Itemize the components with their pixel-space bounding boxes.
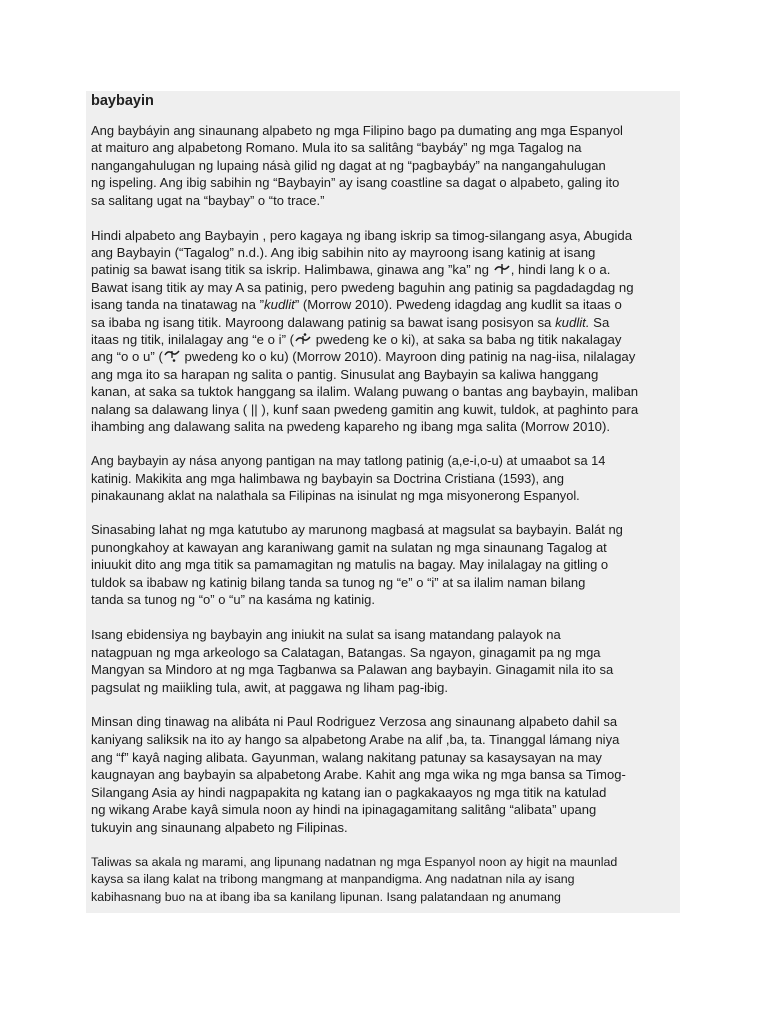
text-line: Hindi alpabeto ang Baybayin , pero kagaya ng ibang iskrip sa timog-silangang asya, Abugida	[91, 227, 633, 243]
text-line: kabihasnang buo na at ibang iba sa kanilang lipunan. Isang palatandaan ng anumang	[91, 889, 561, 904]
paragraph-7	[91, 854, 685, 907]
text-line: ng wikang Arabe kayâ simula noon ay hindi na ipinagagamitang salitâng “alibata” upang	[91, 802, 597, 818]
text-segment: ang “o o u” (	[91, 349, 163, 365]
text-line: ang Baybayin (“Tagalog” n.d.). Ang ibig sabihin nito ay mayroong isang katinig at isang	[91, 244, 596, 260]
text-line: pinakaunang aklat na nalathala sa Filipinas na isinulat ng mga misyonerong Espanyol.	[91, 487, 580, 503]
paragraph-6	[91, 713, 685, 836]
text-segment-italic: kudlit	[264, 297, 295, 313]
paragraph-1	[91, 122, 685, 210]
paragraph-4	[91, 521, 685, 609]
text-segment: patinig sa bawat isang titik sa iskrip. Halimbawa, ginawa ang ”ka” ng	[91, 262, 490, 278]
baybayin-ka-icon	[493, 263, 511, 275]
text-line: at maituro ang alpabetong Romano. Mula ito sa salitâng “baybáy” ng mga Tagalog na	[91, 140, 582, 156]
text-line	[91, 348, 685, 365]
text-line	[91, 331, 685, 348]
text-line: nalang sa dalawang linya ( || ), kunf saan pwedeng gamitin ang kuwit, tuldok, at paghinto para	[91, 401, 639, 417]
text-line: kaugnayan ang baybayin sa alpabetong Arabe. Kahit ang mga wika ng mga bansa sa Timog-	[91, 767, 626, 783]
paragraph-5	[91, 626, 685, 696]
baybayin-ko-ku-icon	[163, 350, 181, 362]
text-line: Bawat isang titik ay may A sa patinig, pero pwedeng baguhin ang patinig sa pagdadagdag ng	[91, 279, 634, 295]
document-content	[91, 93, 685, 923]
text-line: sa salitang ugat na “baybay” o “to trace.”	[91, 192, 325, 208]
text-line: kaniyang saliksik na ito ay hango sa alpabetong Arabe na alif ,ba, ta. Tinanggal lámang niya	[91, 731, 620, 747]
text-line: punongkahoy at kawayan ang karaniwang gamit na sulatan ng mga sinaunang Tagalog at	[91, 539, 607, 555]
text-segment: isang tanda na tinatawag na ”	[91, 297, 265, 313]
text-segment: sa ibaba ng isang titik. Mayroong dalawang patinig sa bawat isang posisyon sa	[91, 314, 556, 330]
text-line	[91, 261, 685, 278]
text-line: ang mga ito sa harapan ng salita o pantig. Sinusulat ang Baybayin sa kaliwa hanggang	[91, 366, 599, 382]
paragraph-2	[91, 227, 685, 436]
text-line: Silangang Asia ay hindi nagpapakita ng katang ian o pagkakaayos ng mga titik na katulad	[91, 784, 607, 800]
text-line: tanda sa tunog ng “o” o “u” na kasáma ng katinig.	[91, 592, 376, 608]
text-line: kanan, at saka sa tuktok hanggang sa ilalim. Walang puwang o bantas ang baybayin, maliban	[91, 384, 639, 400]
text-segment: itaas ng titik, inilalagay ang “e o i” (	[91, 332, 295, 347]
text-line: kaysa sa ilang kalat na tribong mangmang at manpandigma. Ang nadatnan nila ay isang	[91, 872, 575, 887]
text-line: tukuyin ang sinaunang alpabeto ng Filipinas.	[91, 819, 348, 835]
text-segment: Sa	[589, 314, 610, 330]
text-line: pagsulat ng maiikling tula, awit, at paggawa ng liham pag-ibig.	[91, 679, 448, 695]
text-line: nangangahulugan ng lupaing násà gilid ng dagat at ng “pagbaybáy” na nangangahulugan	[91, 157, 606, 173]
text-segment-italic: kudlit.	[555, 314, 590, 330]
text-line: Sinasabing lahat ng mga katutubo ay marunong magbasá at magsulat sa baybayin. Balát ng	[91, 522, 623, 538]
text-segment: , hindi lang k o a.	[510, 262, 611, 278]
text-line: ng ispeling. Ang ibig sabihin ng “Baybayin” ay isang coastline sa dagat o alpabeto, galing ito	[91, 175, 620, 191]
text-line: Isang ebidensiya ng baybayin ang iniukit na sulat sa isang matandang palayok na	[91, 627, 561, 643]
text-line: tuldok sa ibabaw ng katinig bilang tanda sa tunog ng “e” o “i” at sa ilalim naman bilang	[91, 574, 586, 590]
paragraph-3	[91, 452, 685, 504]
text-line: natagpuan ng mga arkeologo sa Calatagan, Batangas. Sa ngayon, ginagamit pa ng mga	[91, 644, 601, 660]
text-line: katinig. Makikita ang mga halimbawa ng baybayin sa Doctrina Cristiana (1593), ang	[91, 470, 565, 486]
text-line: iniuukit dito ang mga titik sa pamamagitan ng matulis na bagay. May inilalagay na gitling o	[91, 557, 609, 573]
text-line: Ang baybayin ay nása anyong pantigan na may tatlong patinig (a,e-i,o-u) at umaabot sa 14	[91, 453, 606, 469]
document-title: baybayin	[91, 93, 154, 109]
text-line: ihambing ang dalawang salita na pwedeng kapareho ng ibang mga salita (Morrow 2010).	[91, 419, 611, 435]
text-line: Ang baybáyin ang sinaunang alpabeto ng mga Filipino bago pa dumating ang mga Espanyol	[91, 122, 623, 138]
text-segment: ” (Morrow 2010). Pwedeng idagdag ang kudlit sa itaas o	[294, 297, 622, 313]
text-line	[91, 314, 685, 331]
text-line: Mangyan sa Mindoro at ng mga Tagbanwa sa Palawan ang baybayin. Ginagamit nila ito sa	[91, 662, 614, 678]
baybayin-ke-ki-icon	[294, 333, 312, 345]
text-line: ang “f” kayâ naging alibata. Gayunman, walang nakitang patunay sa kasaysayan na may	[91, 749, 602, 765]
text-segment: pwedeng ko o ku) (Morrow 2010). Mayroon ding patinig na nag-iisa, nilalagay	[180, 349, 636, 365]
text-line	[91, 296, 685, 313]
text-segment: pwedeng ke o ki), at saka sa baba ng titik nakalagay	[312, 332, 622, 347]
text-line: Taliwas sa akala ng marami, ang lipunang nadatnan ng mga Espanyol noon ay higit na maunlad	[91, 854, 618, 869]
text-line: Minsan ding tinawag na alibáta ni Paul Rodriguez Verzosa ang sinaunang alpabeto dahil sa	[91, 714, 618, 730]
